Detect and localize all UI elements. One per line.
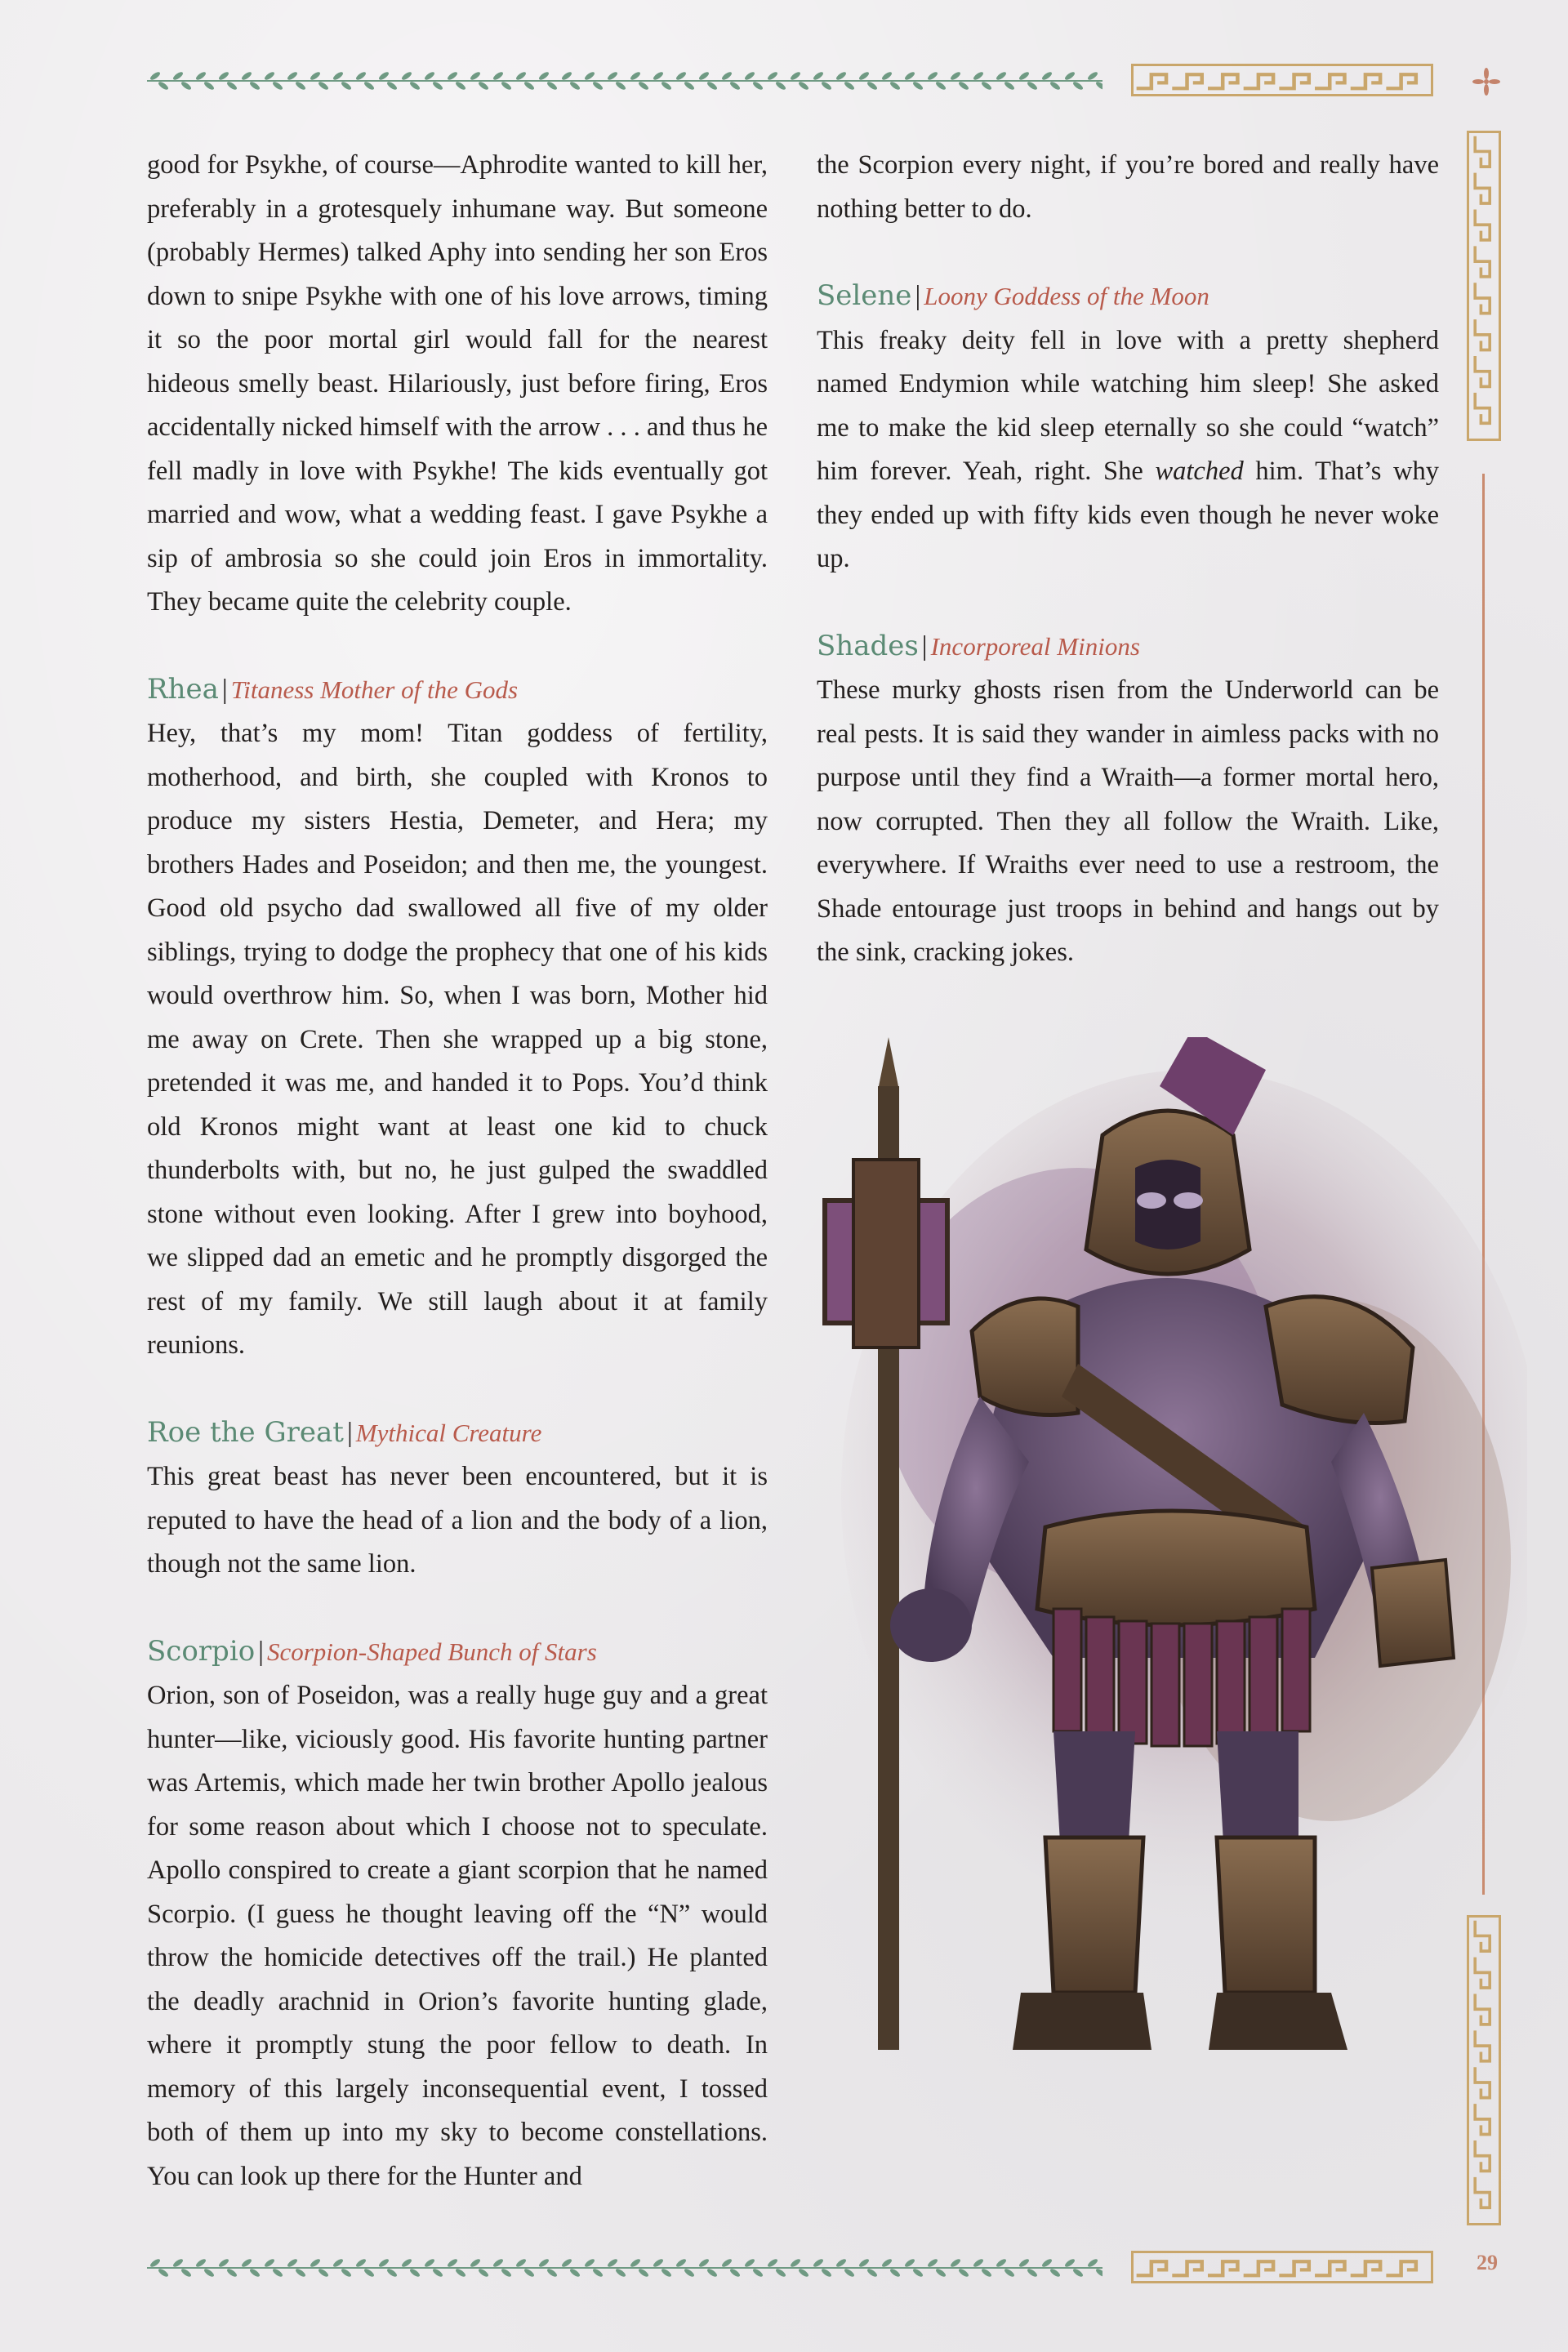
laurel-leaf [615,2268,627,2278]
entry-body: Hey, that’s my mom! Titan goddess of fertility, motherhood, and birth, she coupled with Kronos to produce my sisters Hestia, Demeter, and Hera; my brothers Hades and Poseidon; and then me, the youngest. Good old psycho dad swallowed all five of my older siblings, trying to dodge the prophecy that one of his kids would overthrow him. So, when I was born, Mother hid me away on Crete. Then she wrapped up a big stone, pretended it was me, and handed it to Pops. You’d think old Kronos might want at least one kid to chuck thunderbolts with, but no, he just gulped the swaddled stone without even looking. After I grew into boyhood, we slipped dad an emetic and he promptly disgorged the rest of my family. We still laugh about it at family reunions. [147,719,768,1360]
laurel-leaf [287,2258,299,2269]
laurel-leaf [958,81,970,91]
laurel-leaf [149,71,162,82]
laurel-leaf [858,71,871,82]
entry-body: This freaky deity fell in love with a pretty shepherd named Endymion while watching him sleep! She asked me to make the kid sleep eternally so she could “watch” him forever. Yeah, right. She watched him. That’s why they ended up with fifty kids even though he never woke up. [817,325,1439,573]
laurel-leaf [478,2268,490,2278]
laurel-leaf [798,2268,810,2278]
laurel-leaf [249,81,261,91]
laurel-leaf [455,81,467,91]
laurel-border-bottom [147,2254,1102,2282]
laurel-leaf [363,81,376,91]
entry-name: Shades [817,629,919,662]
laurel-leaf [1041,71,1054,82]
laurel-leaf [386,81,399,91]
laurel-leaf [752,2268,764,2278]
laurel-leaf [158,81,170,91]
laurel-leaf [332,2258,345,2269]
laurel-leaf [432,81,444,91]
laurel-leaf [927,71,939,82]
laurel-leaf [767,2258,779,2269]
entry-subtitle: Scorpion-Shaped Bunch of Stars [266,1637,597,1666]
entry-name: Rhea [147,672,219,706]
laurel-leaf [264,71,276,82]
laurel-leaf [523,81,536,91]
laurel-leaf [401,2258,413,2269]
laurel-leaf [1072,81,1085,91]
laurel-leaf [249,2268,261,2278]
laurel-leaf [218,2258,230,2269]
laurel-leaf [881,71,893,82]
laurel-leaf [653,2258,665,2269]
laurel-border-top [147,67,1102,95]
laurel-leaf [538,71,550,82]
laurel-leaf [1041,2258,1054,2269]
laurel-leaf [341,81,353,91]
entry-subtitle: Mythical Creature [355,1418,542,1447]
laurel-leaf [973,71,985,82]
laurel-leaf [447,71,459,82]
laurel-leaf [592,81,604,91]
laurel-leaf [409,2268,421,2278]
laurel-leaf [835,2258,848,2269]
laurel-leaf [592,2268,604,2278]
laurel-leaf [180,81,193,91]
entry-shades [817,625,1439,975]
laurel-leaf [1004,2268,1016,2278]
laurel-leaf [569,2268,581,2278]
laurel-leaf [264,2258,276,2269]
laurel-leaf [835,71,848,82]
laurel-leaf [195,2258,207,2269]
laurel-leaf [1027,2268,1039,2278]
laurel-leaf [996,71,1008,82]
greek-key-side-top [1467,131,1501,441]
laurel-leaf [386,2268,399,2278]
laurel-leaf [950,71,962,82]
laurel-leaf [858,2258,871,2269]
laurel-leaf [935,81,947,91]
laurel-leaf [935,2268,947,2278]
laurel-leaf [149,2258,162,2269]
laurel-leaf [546,81,559,91]
laurel-leaf [409,81,421,91]
laurel-leaf [950,2258,962,2269]
laurel-leaf [775,81,787,91]
laurel-leaf [492,71,505,82]
entry-rhea [147,668,768,1368]
laurel-leaf [630,2258,642,2269]
entry-selene [817,274,1439,581]
laurel-leaf [866,2268,879,2278]
laurel-leaf [310,71,322,82]
laurel-leaf [912,81,924,91]
laurel-leaf [981,2268,993,2278]
laurel-leaf [363,2268,376,2278]
laurel-leaf [470,71,482,82]
laurel-leaf [675,2258,688,2269]
laurel-leaf [310,2258,322,2269]
laurel-leaf [424,2258,436,2269]
entry-name: Roe the Great [147,1415,344,1449]
entry-name: Selene [817,279,912,312]
laurel-leaf [295,2268,307,2278]
laurel-leaf [538,2258,550,2269]
laurel-leaf [630,71,642,82]
laurel-leaf [775,2268,787,2278]
laurel-leaf [1004,81,1016,91]
laurel-leaf [318,81,330,91]
entry-roe-the-great [147,1411,768,1587]
laurel-leaf [501,2268,513,2278]
entry-body: Orion, son of Poseidon, was a really huge guy and a great hunter—like, viciously good. His favorite hunting partner was Artemis, which made her twin brother Apollo jealous for some reason about which I choose not to speculate. Apollo conspired to create a giant scorpion that he named Scorpio. (I guess he thought leaving off the “N” would throw the homicide detectives off the trail.) He planted the deadly arachnid in Orion’s favorite hunting glade, where it promptly stung the poor fellow to death. In memory of this largely inconsequential event, I tossed both of them up into my sky to become constellations. You can look up there for the Hunter and [147,1681,768,2191]
laurel-leaf [1095,81,1102,91]
laurel-leaf [218,71,230,82]
entry-body: This great beast has never been encountered, but it is reputed to have the head of a lion and the body of a lion, though not the same lion. [147,1462,768,1579]
right-column [817,144,1439,975]
laurel-leaf [1027,81,1039,91]
entry-subtitle: Loony Goddess of the Moon [924,282,1209,310]
laurel-leaf [729,81,742,91]
laurel-leaf [904,71,916,82]
laurel-leaf [501,81,513,91]
laurel-leaf [241,71,253,82]
laurel-leaf [584,2258,596,2269]
laurel-leaf [1064,71,1076,82]
laurel-leaf [661,2268,673,2278]
laurel-leaf [401,71,413,82]
laurel-leaf [424,71,436,82]
entry-scorpio [147,1630,768,2199]
page-number: 29 [1477,2251,1498,2274]
entry-heading: Shades | Incorporeal Minions [817,629,1140,662]
right-intro-paragraph: the Scorpion every night, if you’re bored and really have nothing better to do. [817,150,1439,224]
laurel-leaf [341,2268,353,2278]
laurel-leaf [675,71,688,82]
laurel-leaf [355,2258,368,2269]
laurel-leaf [881,2258,893,2269]
laurel-leaf [798,81,810,91]
laurel-leaf [607,71,619,82]
laurel-leaf [1018,2258,1031,2269]
laurel-leaf [203,81,216,91]
laurel-leaf [226,2268,238,2278]
laurel-leaf [638,2268,650,2278]
laurel-leaf [1049,81,1062,91]
laurel-leaf [172,71,185,82]
laurel-leaf [706,81,719,91]
greek-key-band-top [1131,64,1433,96]
laurel-leaf [821,2268,833,2278]
laurel-leaf [470,2258,482,2269]
laurel-leaf [698,2258,710,2269]
laurel-leaf [355,71,368,82]
laurel-leaf [158,2268,170,2278]
laurel-leaf [706,2268,719,2278]
laurel-leaf [684,2268,696,2278]
laurel-leaf [1018,71,1031,82]
entry-body: These murky ghosts risen from the Underworld can be real pests. It is said they wander in aimless packs with no purpose until they find a Wraith—a former mortal hero, now corrupted. Then they all follow the Wraith. Like, everywhere. If Wraiths ever need to use a restroom, the Shade entourage just troops in behind and hangs out by the sink, cracking jokes. [817,675,1439,967]
left-column [147,144,768,2198]
laurel-leaf [241,2258,253,2269]
laurel-leaf [889,81,902,91]
laurel-leaf [1087,71,1099,82]
laurel-leaf [821,81,833,91]
laurel-leaf [515,71,528,82]
laurel-leaf [287,71,299,82]
laurel-leaf [1049,2268,1062,2278]
laurel-leaf [318,2268,330,2278]
laurel-leaf [203,2268,216,2278]
laurel-leaf [889,2268,902,2278]
laurel-leaf [904,2258,916,2269]
entry-subtitle: Titaness Mother of the Gods [230,675,519,704]
laurel-leaf [866,81,879,91]
entry-subtitle: Incorporeal Minions [930,631,1140,661]
laurel-leaf [973,2258,985,2269]
laurel-leaf [295,81,307,91]
laurel-leaf [927,2258,939,2269]
laurel-leaf [729,2268,742,2278]
laurel-leaf [813,2258,825,2269]
laurel-leaf [721,2258,733,2269]
laurel-leaf [546,2268,559,2278]
laurel-leaf [1072,2268,1085,2278]
laurel-leaf [744,2258,756,2269]
laurel-leaf [569,81,581,91]
laurel-leaf [981,81,993,91]
laurel-leaf [744,71,756,82]
laurel-leaf [958,2268,970,2278]
laurel-leaf [584,71,596,82]
laurel-leaf [1064,2258,1076,2269]
wraith-warrior-illustration [808,1037,1527,2099]
laurel-leaf [661,81,673,91]
greek-key-band-bottom [1131,2251,1433,2283]
entry-heading: Roe the Great | Mythical Creature [147,1415,542,1449]
laurel-leaf [721,71,733,82]
entry-heading: Scorpio | Scorpion-Shaped Bunch of Stars [147,1634,597,1668]
left-intro-paragraph: good for Psykhe, of course—Aphrodite wanted to kill her, preferably in a grotesquely inhumane way. But someone (probably Hermes) talked Aphy into sending her son Eros down to snipe Psykhe with one of his love arrows, timing it so the poor mortal girl would fall for the nearest hideous smelly beast. Hilariously, just before firing, Eros accidentally nicked himself with the arrow . . . and thus he fell madly in love with Psykhe! The kids eventually got married and wow, what a wedding feast. I gave Psykhe a sip of ambrosia so she could join Eros in immortality. They became quite the celebrity couple. [147,150,768,617]
laurel-leaf [790,71,802,82]
laurel-leaf [378,71,390,82]
laurel-leaf [492,2258,505,2269]
laurel-leaf [378,2258,390,2269]
laurel-leaf [226,81,238,91]
entry-name: Scorpio [147,1634,256,1668]
laurel-leaf [272,81,284,91]
entry-heading: Selene | Loony Goddess of the Moon [817,279,1209,312]
laurel-leaf [515,2258,528,2269]
laurel-leaf [561,2258,573,2269]
laurel-leaf [912,2268,924,2278]
laurel-leaf [1087,2258,1099,2269]
laurel-leaf [844,81,856,91]
laurel-leaf [698,71,710,82]
laurel-leaf [180,2268,193,2278]
laurel-leaf [996,2258,1008,2269]
laurel-leaf [447,2258,459,2269]
laurel-leaf [561,71,573,82]
laurel-leaf [844,2268,856,2278]
laurel-leaf [432,2268,444,2278]
laurel-leaf [523,2268,536,2278]
laurel-leaf [767,71,779,82]
laurel-leaf [638,81,650,91]
laurel-leaf [813,71,825,82]
laurel-leaf [752,81,764,91]
laurel-leaf [455,2268,467,2278]
laurel-leaf [615,81,627,91]
laurel-leaf [653,71,665,82]
laurel-leaf [607,2258,619,2269]
laurel-leaf [684,81,696,91]
laurel-leaf [1095,2268,1102,2278]
laurel-leaf [478,81,490,91]
laurel-leaf [272,2268,284,2278]
laurel-leaf [195,71,207,82]
entry-heading: Rhea | Titaness Mother of the Gods [147,672,519,706]
laurel-leaf [172,2258,185,2269]
laurel-leaf [790,2258,802,2269]
flower-ornament-icon [1470,65,1503,98]
laurel-leaf [332,71,345,82]
